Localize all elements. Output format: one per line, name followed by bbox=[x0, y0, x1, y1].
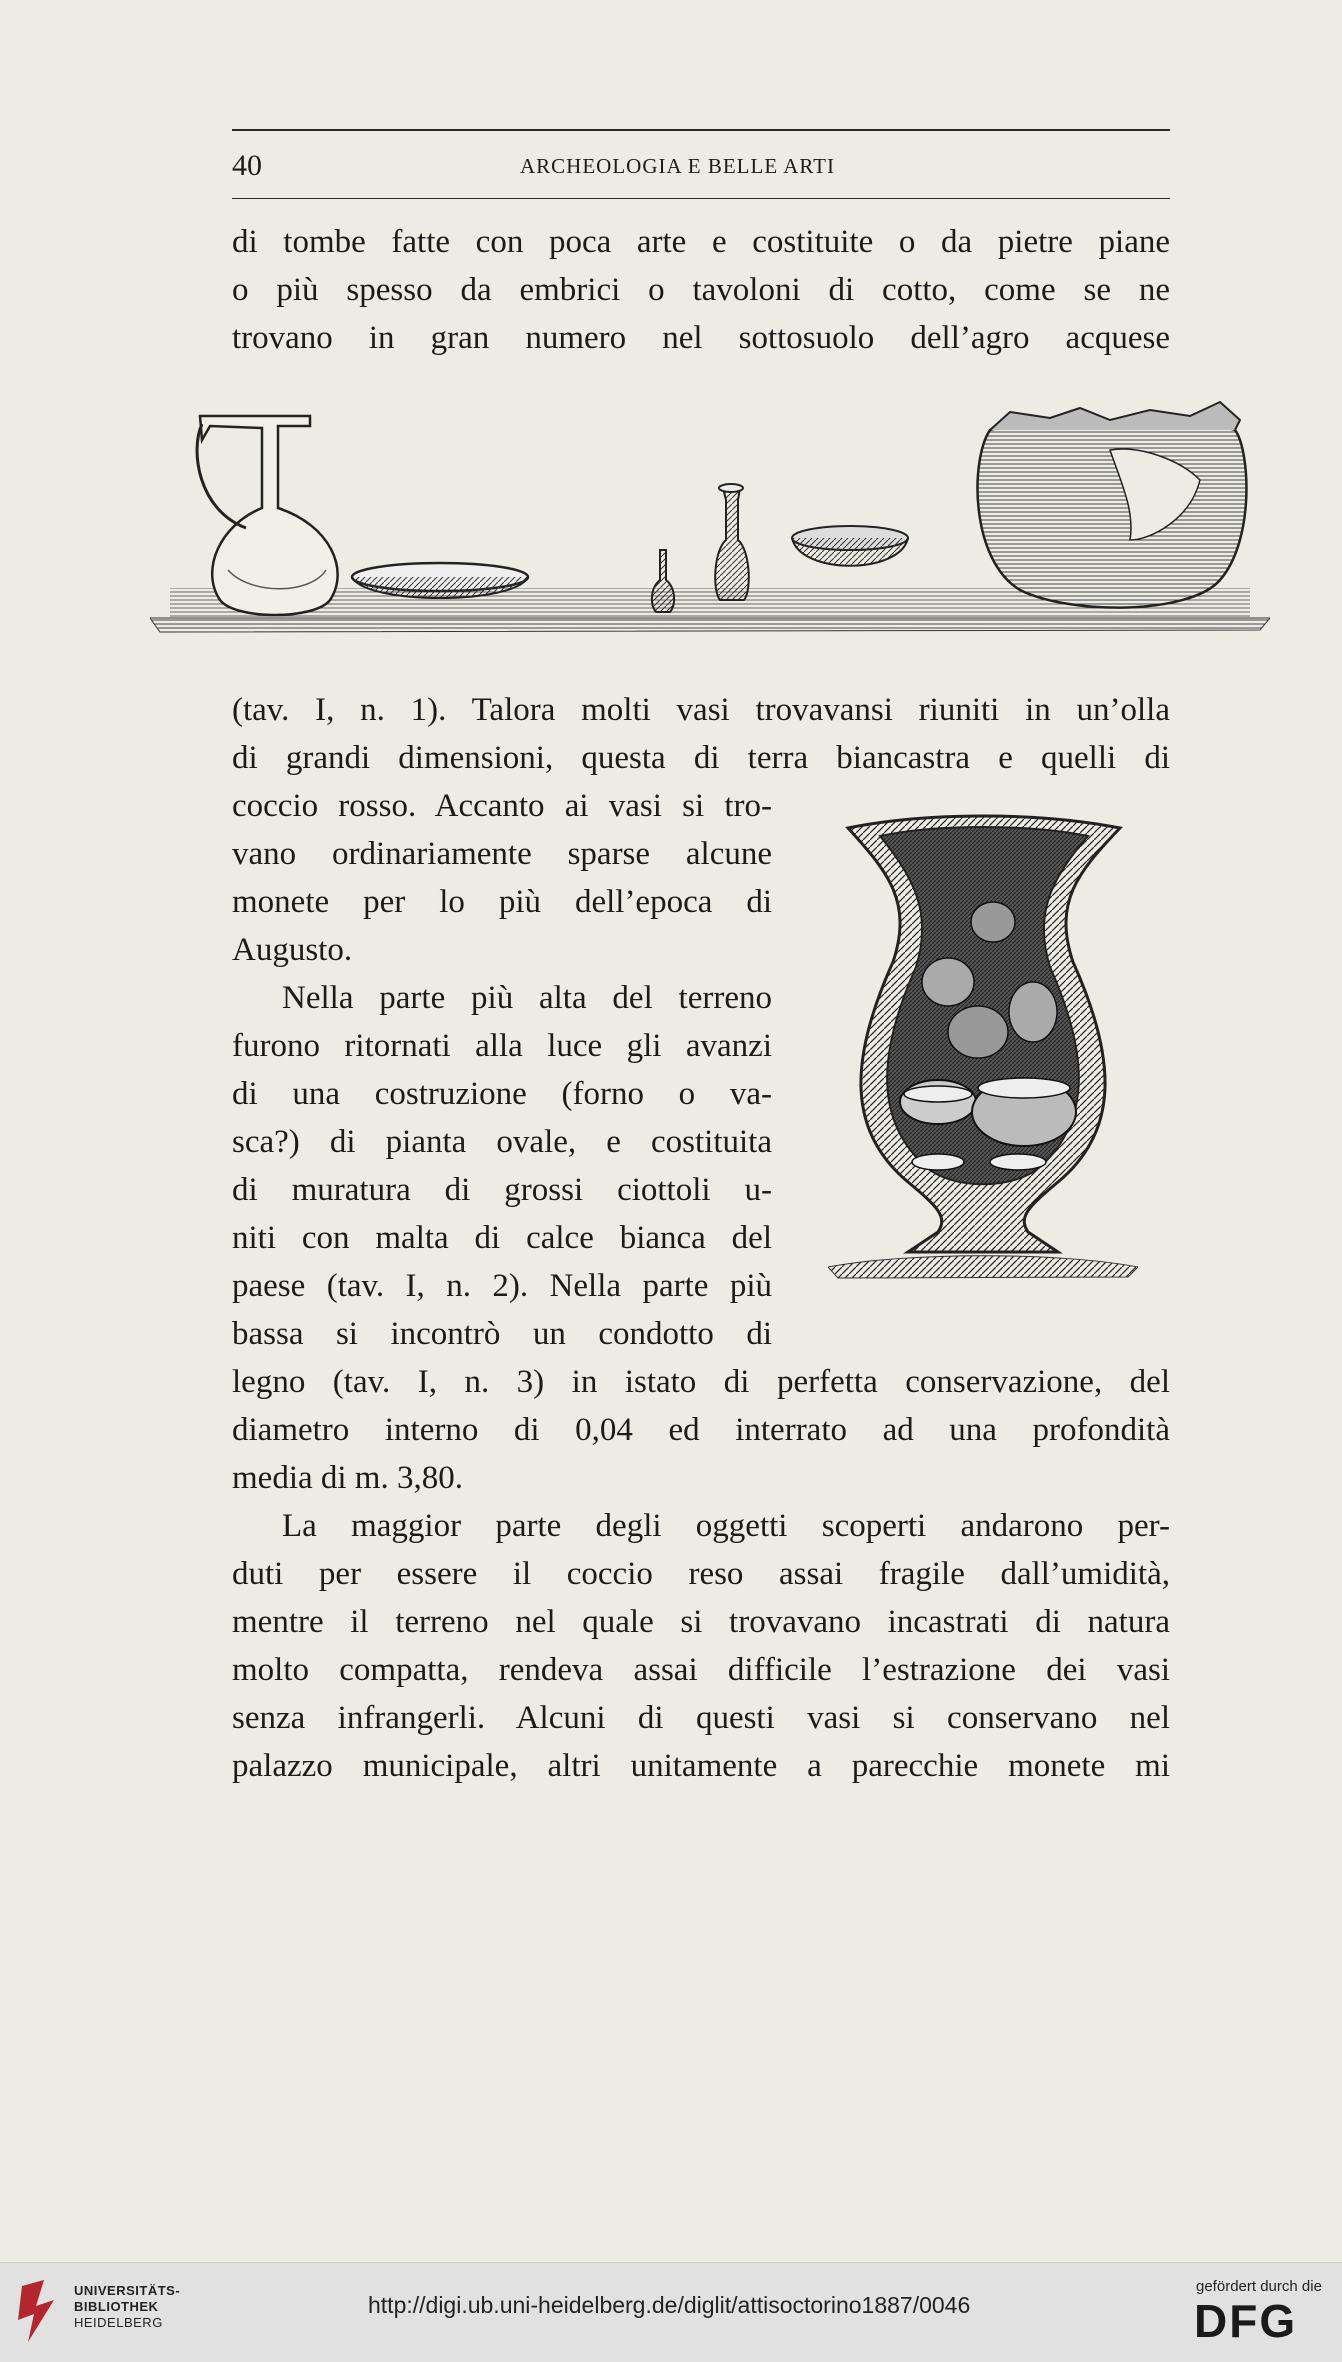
text-line: di tombe fatte con poca arte e costituite o da pietre piane bbox=[232, 224, 1170, 260]
dfg-logo: DFG bbox=[1194, 2295, 1298, 2347]
text-line: coccio rosso. Accanto ai vasi si tro- bbox=[232, 788, 772, 824]
urn-illustration bbox=[828, 812, 1138, 1292]
library-name-line1: UNIVERSITÄTS- bbox=[74, 2283, 181, 2298]
text-line: di grandi dimensioni, questa di terra biancastra e quelli di bbox=[232, 740, 1170, 776]
text-line: media di m. 3,80. bbox=[232, 1460, 463, 1496]
funded-by-label: gefördert durch die bbox=[1196, 2278, 1322, 2295]
university-logo-icon bbox=[14, 2276, 64, 2346]
text-line: trovano in gran numero nel sottosuolo dell’agro acquese bbox=[232, 320, 1170, 356]
text-line: Nella parte più alta del terreno bbox=[282, 980, 772, 1016]
header-rule-bottom bbox=[232, 198, 1170, 199]
text-line: molto compatta, rendeva assai difficile l’estrazione dei vasi bbox=[232, 1652, 1170, 1688]
header-rule-top bbox=[232, 129, 1170, 131]
text-line: senza infrangerli. Alcuni di questi vasi si conservano nel bbox=[232, 1700, 1170, 1736]
page-number: 40 bbox=[232, 149, 262, 182]
permalink-url[interactable]: http://digi.ub.uni-heidelberg.de/diglit/attisoctorino1887/0046 bbox=[368, 2292, 971, 2318]
library-name-line3: HEIDELBERG bbox=[74, 2315, 163, 2330]
text-line: Augusto. bbox=[232, 932, 353, 968]
text-line: palazzo municipale, altri unitamente a parecchie monete mi bbox=[232, 1748, 1170, 1784]
text-line: (tav. I, n. 1). Talora molti vasi trovavansi riuniti in un’olla bbox=[232, 692, 1170, 728]
text-line: o più spesso da embrici o tavoloni di cotto, come se ne bbox=[232, 272, 1170, 308]
text-line: monete per lo più dell’epoca di bbox=[232, 884, 772, 920]
vessels-illustration bbox=[150, 390, 1270, 640]
text-line: duti per essere il coccio reso assai fragile dall’umidità, bbox=[232, 1556, 1170, 1592]
running-title: ARCHEOLOGIA E BELLE ARTI bbox=[520, 154, 835, 178]
text-line: vano ordinariamente sparse alcune bbox=[232, 836, 772, 872]
text-line: La maggior parte degli oggetti scoperti andarono per- bbox=[282, 1508, 1170, 1544]
text-line: paese (tav. I, n. 2). Nella parte più bbox=[232, 1268, 772, 1304]
library-name-line2: BIBLIOTHEK bbox=[74, 2299, 159, 2314]
text-line: di muratura di grossi ciottoli u- bbox=[232, 1172, 772, 1208]
text-line: niti con malta di calce bianca del bbox=[232, 1220, 772, 1256]
text-line: sca?) di pianta ovale, e costituita bbox=[232, 1124, 772, 1160]
text-line: mentre il terreno nel quale si trovavano incastrati di natura bbox=[232, 1604, 1170, 1640]
text-line: bassa si incontrò un condotto di bbox=[232, 1316, 772, 1352]
text-line: furono ritornati alla luce gli avanzi bbox=[232, 1028, 772, 1064]
text-line: di una costruzione (forno o va- bbox=[232, 1076, 772, 1112]
text-line: legno (tav. I, n. 3) in istato di perfetta conservazione, del bbox=[232, 1364, 1170, 1400]
text-line: diametro interno di 0,04 ed interrato ad una profondità bbox=[232, 1412, 1170, 1448]
